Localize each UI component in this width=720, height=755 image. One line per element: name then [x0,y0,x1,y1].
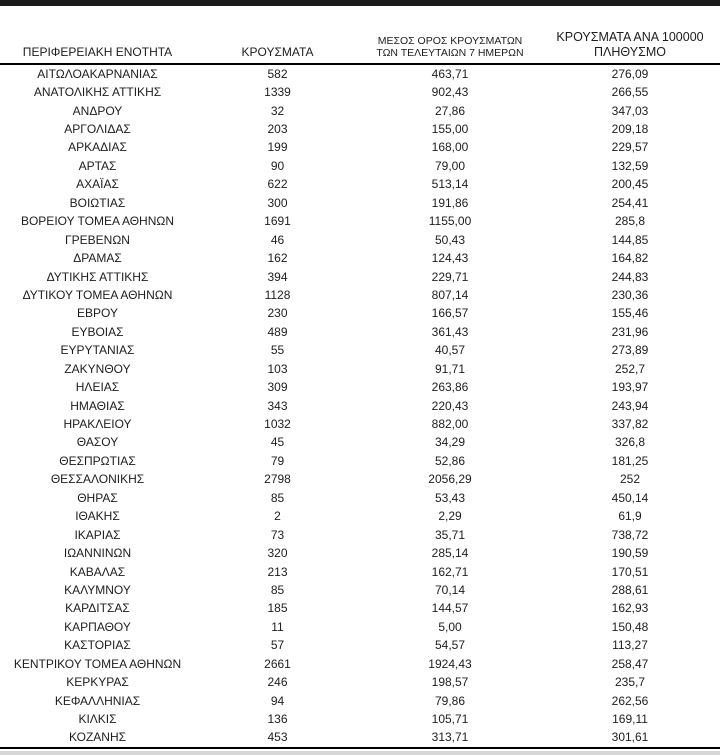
cell-7day-average: 1155,00 [428,214,472,229]
cell-7day-average: 124,43 [431,251,469,266]
cell-cases-per-100k: 169,11 [612,712,648,727]
column-header-cases-per-100k [540,30,720,60]
cell-cases-per-100k: 150,48 [611,619,649,634]
cell-cases: 85 [270,490,285,505]
cell-cases: 162 [267,251,288,266]
table-header-row [0,30,720,65]
table-row [0,378,720,396]
cell-regional-unit: ΑΝΔΡΟΥ [72,103,123,118]
cell-regional-unit: ΙΚΑΡΙΑΣ [74,527,121,542]
cell-cases-per-100k: 61,9 [618,509,642,524]
cell-cases: 55 [270,343,285,358]
cell-7day-average: 50,43 [434,232,466,247]
cell-cases: 1128 [264,287,291,302]
cell-cases: 136 [267,712,288,727]
cell-7day-average: 79,86 [434,693,466,708]
column-header-7day-average-line1: ΜΕΣΟΣ ΟΡΟΣ ΚΡΟΥΣΜΑΤΩΝ [377,34,523,47]
cell-regional-unit: ΑΙΤΩΛΟΑΚΑΡΝΑΝΙΑΣ [37,66,158,81]
cell-regional-unit: ΕΥΡΥΤΑΝΙΑΣ [60,343,135,358]
cell-regional-unit: ΚΑΛΥΜΝΟΥ [64,582,131,597]
table-row [0,673,720,691]
cell-cases-per-100k: 164,82 [611,251,649,266]
table-row [0,101,720,119]
table-row [0,323,720,341]
table-row [0,83,720,101]
cell-7day-average: 191,86 [431,195,469,210]
table-row [0,230,720,248]
cell-regional-unit: ΕΥΒΟΙΑΣ [71,324,124,339]
cell-7day-average: 105,71 [431,712,469,727]
cell-cases: 103 [267,361,288,376]
cell-cases-per-100k: 262,56 [611,693,649,708]
cell-cases: 453 [267,730,288,745]
cell-7day-average: 91,71 [434,361,466,376]
table-row [0,525,720,543]
cell-cases: 2798 [264,472,291,487]
table-row [0,691,720,709]
cell-cases-per-100k: 266,55 [611,85,649,100]
cell-cases-per-100k: 301,61 [611,730,649,745]
cell-7day-average: 229,71 [431,269,469,284]
table-row [0,212,720,230]
cell-regional-unit: ΑΡΓΟΛΙΔΑΣ [64,122,131,137]
column-header-7day-average-line2: ΤΩΝ ΤΕΛΕΥΤΑΙΩΝ 7 ΗΜΕΡΩΝ [376,47,524,60]
cell-regional-unit: ΒΟΙΩΤΙΑΣ [69,195,126,210]
column-header-cases-per-100k-line1: ΚΡΟΥΣΜΑΤΑ ΑΝΑ 100000 [556,30,704,44]
table-row [0,544,720,562]
cell-cases: 57 [270,638,285,653]
cell-cases-per-100k: 347,03 [611,103,649,118]
cell-regional-unit: ΚΑΡΔΙΤΣΑΣ [65,601,130,616]
table-row [0,581,720,599]
cell-regional-unit: ΗΜΑΘΙΑΣ [70,398,125,413]
cell-cases: 213 [267,564,288,579]
column-header-7day-average [360,35,540,60]
cell-regional-unit: ΗΡΑΚΛΕΙΟΥ [63,417,132,432]
table-row [0,599,720,617]
table-row [0,470,720,488]
cell-7day-average: 27,86 [434,103,466,118]
table-row [0,507,720,525]
cell-cases: 90 [270,158,285,173]
cell-regional-unit: ΚΑΡΠΑΘΟΥ [64,619,131,634]
cell-7day-average: 2056,29 [428,472,472,487]
cell-cases-per-100k: 244,83 [611,269,649,284]
cell-7day-average: 198,57 [431,675,469,690]
cell-regional-unit: ΚΟΖΑΝΗΣ [68,730,127,745]
table-row [0,286,720,304]
column-header-cases-per-100k-line2: ΠΛΗΘΥΣΜΟ [594,44,666,59]
cell-cases: 46 [270,232,285,247]
cell-7day-average: 285,14 [431,546,469,561]
cell-cases-per-100k: 243,94 [611,398,649,413]
cell-cases-per-100k: 450,14 [611,490,649,505]
cell-regional-unit: ΘΕΣΣΑΛΟΝΙΚΗΣ [50,472,145,487]
cell-7day-average: 263,86 [431,380,469,395]
cell-regional-unit: ΕΒΡΟΥ [77,306,118,321]
cell-7day-average: 807,14 [431,287,469,302]
cell-cases-per-100k: 288,61 [611,582,649,597]
cell-cases-per-100k: 155,46 [611,306,649,321]
cell-cases: 94 [270,693,285,708]
cell-regional-unit: ΙΘΑΚΗΣ [75,509,120,524]
cell-regional-unit: ΚΑΣΤΟΡΙΑΣ [64,638,131,653]
table-row [0,157,720,175]
cell-7day-average: 463,71 [431,66,469,81]
cell-cases: 79 [270,453,285,468]
cell-cases: 185 [267,601,288,616]
table-row [0,489,720,507]
cell-7day-average: 220,43 [431,398,469,413]
cell-regional-unit: ΚΕΝΤΡΙΚΟΥ ΤΟΜΕΑ ΑΘΗΝΩΝ [13,656,182,671]
table-row [0,636,720,654]
cell-cases-per-100k: 229,57 [611,140,649,155]
cell-cases-per-100k: 252 [619,472,641,487]
table-row [0,415,720,433]
cell-cases: 246 [267,675,288,690]
cell-regional-unit: ΚΙΛΚΙΣ [78,712,117,727]
cell-regional-unit: ΑΝΑΤΟΛΙΚΗΣ ΑΤΤΙΚΗΣ [33,85,162,100]
cell-7day-average: 35,71 [434,527,466,542]
cell-cases-per-100k: 193,97 [611,380,649,395]
page-top-divider [0,0,720,6]
cell-cases: 2 [274,509,281,524]
cell-regional-unit: ΑΡΤΑΣ [78,158,117,173]
cell-cases-per-100k: 337,82 [611,417,649,432]
cell-regional-unit: ΘΕΣΠΡΩΤΙΑΣ [59,453,136,468]
cell-cases: 300 [267,195,288,210]
cell-cases: 320 [267,546,288,561]
cell-cases: 343 [267,398,288,413]
cell-cases-per-100k: 132,59 [611,158,649,173]
cell-cases-per-100k: 738,72 [611,527,649,542]
cell-7day-average: 70,14 [434,582,466,597]
table-row [0,175,720,193]
table-row [0,249,720,267]
cell-cases-per-100k: 231,96 [611,324,649,339]
cell-cases: 85 [270,582,285,597]
regional-cases-table [0,30,720,749]
table-row [0,138,720,156]
table-body [0,65,720,749]
cell-regional-unit: ΓΡΕΒΕΝΩΝ [65,232,130,247]
cell-cases: 489 [267,324,288,339]
cell-7day-average: 144,57 [431,601,469,616]
cell-cases: 199 [267,140,288,155]
cell-cases-per-100k: 285,8 [614,214,646,229]
column-header-regional-unit: ΠΕΡΙΦΕΡΕΙΑΚΗ ΕΝΟΤΗΤΑ [22,45,173,60]
table-row [0,562,720,580]
column-header-cases: ΚΡΟΥΣΜΑΤΑ [241,45,314,60]
cell-cases: 203 [267,122,288,137]
cell-cases: 1032 [264,417,291,432]
cell-cases-per-100k: 258,47 [611,656,649,671]
table-row [0,304,720,322]
cell-regional-unit: ΔΥΤΙΚΟΥ ΤΟΜΕΑ ΑΘΗΝΩΝ [22,287,173,302]
cell-regional-unit: ΚΕΦΑΛΛΗΝΙΑΣ [54,693,141,708]
cell-7day-average: 513,14 [431,177,469,192]
cell-regional-unit: ΚΑΒΑΛΑΣ [69,564,126,579]
cell-7day-average: 40,57 [434,343,466,358]
cell-cases: 32 [270,103,285,118]
cell-cases: 11 [271,619,284,634]
cell-cases: 230 [267,306,288,321]
cell-cases-per-100k: 209,18 [611,122,649,137]
cell-7day-average: 52,86 [434,453,466,468]
cell-cases: 582 [267,66,288,81]
cell-cases-per-100k: 326,8 [614,435,646,450]
cell-regional-unit: ΖΑΚΥΝΘΟΥ [64,361,131,376]
cell-cases: 73 [270,527,285,542]
cell-regional-unit: ΘΑΣΟΥ [76,435,119,450]
cell-cases-per-100k: 170,51 [611,564,649,579]
cell-regional-unit: ΙΩΑΝΝΙΝΩΝ [63,546,132,561]
cell-regional-unit: ΔΥΤΙΚΗΣ ΑΤΤΙΚΗΣ [46,269,149,284]
cell-cases-per-100k: 230,36 [611,287,649,302]
cell-regional-unit: ΒΟΡΕΙΟΥ ΤΟΜΕΑ ΑΘΗΝΩΝ [20,214,175,229]
cell-7day-average: 34,29 [434,435,466,450]
cell-cases-per-100k: 276,09 [611,66,649,81]
table-row [0,194,720,212]
cell-7day-average: 2,29 [438,509,462,524]
cell-cases-per-100k: 200,45 [611,177,649,192]
cell-7day-average: 5,00 [438,619,462,634]
cell-7day-average: 361,43 [431,324,469,339]
cell-cases-per-100k: 190,59 [611,546,649,561]
cell-7day-average: 313,71 [431,730,469,745]
table-row [0,341,720,359]
page-bottom-edge [0,751,720,755]
table-row [0,728,720,746]
table-row [0,618,720,636]
cell-cases: 1691 [264,214,291,229]
cell-regional-unit: ΘΗΡΑΣ [77,490,118,505]
table-row [0,433,720,451]
cell-cases-per-100k: 235,7 [614,675,646,690]
table-row [0,710,720,728]
cell-regional-unit: ΔΡΑΜΑΣ [73,251,122,266]
cell-7day-average: 162,71 [431,564,469,579]
cell-regional-unit: ΗΛΕΙΑΣ [75,380,120,395]
cell-cases-per-100k: 273,89 [611,343,649,358]
cell-7day-average: 79,00 [434,158,466,173]
cell-cases-per-100k: 113,27 [612,638,648,653]
cell-7day-average: 168,00 [431,140,469,155]
cell-cases: 1339 [264,85,291,100]
cell-7day-average: 54,57 [434,638,466,653]
cell-regional-unit: ΚΕΡΚΥΡΑΣ [66,675,129,690]
cell-cases: 2661 [264,656,291,671]
cell-cases-per-100k: 162,93 [611,601,649,616]
table-row [0,655,720,673]
cell-7day-average: 166,57 [431,306,469,321]
cell-regional-unit: ΑΡΚΑΔΙΑΣ [68,140,127,155]
cell-cases-per-100k: 144,85 [611,232,649,247]
cell-cases: 394 [267,269,288,284]
cell-7day-average: 1924,43 [428,656,472,671]
cell-cases: 622 [267,177,288,192]
cell-7day-average: 902,43 [431,85,469,100]
table-row [0,452,720,470]
table-row [0,396,720,414]
table-row [0,120,720,138]
cell-cases-per-100k: 252,7 [614,361,646,376]
cell-cases: 309 [267,380,288,395]
cell-cases-per-100k: 181,25 [611,453,649,468]
cell-cases: 45 [270,435,285,450]
table-row [0,65,720,83]
cell-7day-average: 155,00 [431,122,469,137]
cell-cases-per-100k: 254,41 [611,195,649,210]
cell-7day-average: 882,00 [431,417,469,432]
cell-regional-unit: ΑΧΑΪΑΣ [76,177,119,192]
cell-7day-average: 53,43 [434,490,466,505]
table-row [0,267,720,285]
table-row [0,360,720,378]
